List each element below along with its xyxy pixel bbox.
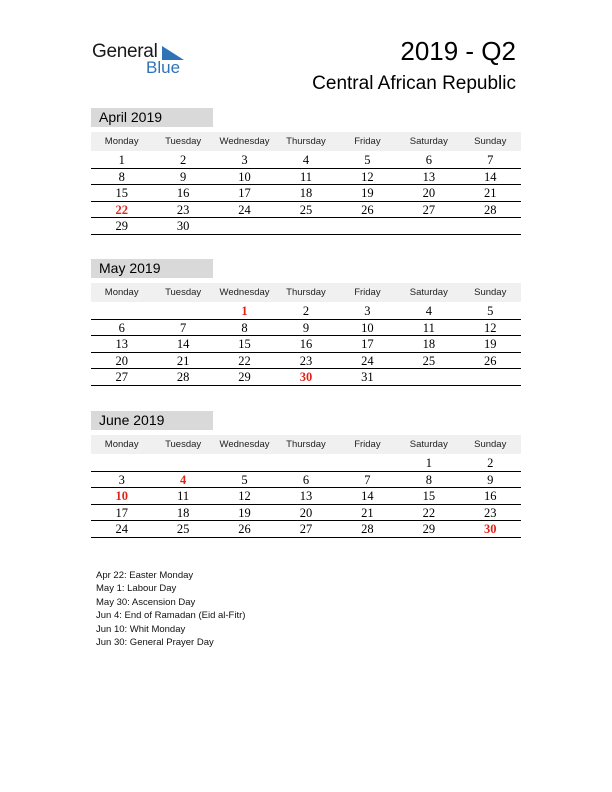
day-cell: 1 — [118, 153, 125, 167]
day-cell: 7 — [487, 153, 494, 167]
day-cell — [214, 218, 275, 234]
day-cell: 3 — [118, 472, 125, 487]
day-cell: 18 — [422, 337, 436, 352]
month-label: May 2019 — [91, 259, 213, 278]
week-row — [91, 320, 521, 337]
day-cell: 15 — [422, 489, 436, 504]
week-row — [91, 505, 521, 522]
day-cell: 11 — [422, 320, 435, 335]
day-cell: 15 — [115, 186, 128, 201]
day-cell: 6 — [302, 472, 310, 487]
weekday-label: Thursday — [286, 136, 326, 147]
day-cell: 20 — [422, 186, 436, 201]
weekday-label: Wednesday — [219, 439, 270, 450]
day-cell: 13 — [115, 337, 128, 352]
weekday-header-row — [91, 435, 521, 454]
month-label: April 2019 — [91, 108, 213, 127]
day-cell: 2 — [487, 456, 494, 470]
weekday-header-row — [91, 132, 521, 151]
day-cell: 9 — [487, 472, 494, 487]
day-cell: 30 — [299, 370, 313, 385]
week-row — [91, 472, 521, 489]
day-cell: 15 — [238, 337, 251, 352]
day-cell: 1 — [425, 456, 432, 470]
day-cell: 24 — [115, 522, 128, 537]
day-cell: 8 — [425, 472, 432, 487]
holiday-note: May 1: Labour Day — [96, 583, 177, 595]
page-title: 2019 - Q2 — [400, 36, 516, 66]
day-cell: 5 — [241, 472, 248, 487]
day-cell: 9 — [302, 320, 310, 335]
weekday-label: Wednesday — [219, 287, 270, 298]
day-cell: 27 — [422, 202, 436, 217]
day-cell: 28 — [176, 370, 190, 385]
holiday-note: Jun 4: End of Ramadan (Eid al-Fitr) — [96, 610, 246, 622]
month-calendar-may — [91, 259, 521, 386]
day-cell: 4 — [180, 472, 187, 487]
day-cell: 17 — [238, 186, 251, 201]
weekday-label: Friday — [354, 136, 381, 147]
weekday-label: Thursday — [286, 287, 326, 298]
day-cell — [337, 455, 398, 471]
day-cell: 5 — [364, 153, 371, 167]
day-cell — [398, 369, 459, 385]
day-cell: 14 — [176, 337, 190, 352]
day-cell: 13 — [299, 489, 313, 504]
day-cell: 25 — [422, 353, 436, 368]
day-cell: 30 — [176, 219, 190, 234]
day-cell — [91, 303, 152, 319]
day-cell: 28 — [361, 522, 374, 537]
weekday-label: Friday — [354, 287, 381, 298]
day-cell: 19 — [361, 186, 374, 201]
day-cell: 4 — [302, 153, 310, 167]
weekday-label: Monday — [104, 287, 139, 298]
weeks-container — [91, 455, 521, 538]
week-row — [91, 353, 521, 370]
week-row — [91, 521, 521, 538]
day-cell — [275, 218, 336, 234]
day-cell: 20 — [115, 353, 128, 368]
day-cell: 12 — [361, 169, 374, 184]
day-cell: 27 — [299, 522, 313, 537]
day-cell: 6 — [118, 320, 125, 335]
day-cell — [460, 369, 521, 385]
holiday-note: Jun 30: General Prayer Day — [96, 637, 214, 649]
day-cell: 14 — [361, 489, 374, 504]
logo-text-blue: Blue — [146, 58, 181, 77]
day-cell: 10 — [115, 489, 128, 504]
weekday-label: Tuesday — [165, 439, 202, 450]
day-cell: 16 — [299, 337, 313, 352]
weekday-label: Monday — [104, 136, 139, 147]
logo — [92, 42, 202, 82]
day-cell: 14 — [483, 169, 497, 184]
weekday-label: Friday — [354, 439, 381, 450]
week-row — [91, 303, 521, 320]
day-cell: 11 — [299, 169, 312, 184]
weekday-label: Saturday — [409, 136, 448, 147]
day-cell: 25 — [176, 522, 190, 537]
day-cell: 7 — [364, 472, 371, 487]
day-cell: 19 — [238, 505, 251, 520]
day-cell: 16 — [176, 186, 190, 201]
week-row — [91, 455, 521, 472]
holiday-note: Apr 22: Easter Monday — [96, 570, 194, 581]
day-cell: 1 — [241, 304, 248, 318]
week-row — [91, 218, 521, 235]
weekday-label: Wednesday — [219, 136, 270, 147]
day-cell: 3 — [241, 153, 248, 167]
day-cell: 7 — [180, 320, 187, 335]
day-cell: 26 — [361, 202, 374, 217]
week-row — [91, 488, 521, 505]
day-cell: 21 — [176, 353, 190, 368]
day-cell: 21 — [361, 505, 374, 520]
day-cell: 20 — [299, 505, 313, 520]
day-cell: 22 — [238, 353, 251, 368]
holiday-note: May 30: Ascension Day — [96, 596, 196, 608]
day-cell: 18 — [176, 505, 190, 520]
month-label: June 2019 — [91, 411, 213, 430]
weeks-container — [91, 303, 521, 386]
day-cell: 29 — [115, 219, 128, 234]
day-cell: 2 — [302, 304, 310, 318]
day-cell — [275, 455, 336, 471]
day-cell: 23 — [176, 202, 190, 217]
weekday-label: Saturday — [409, 287, 448, 298]
weekday-label: Thursday — [286, 439, 326, 450]
day-cell: 11 — [177, 489, 190, 504]
weekday-label: Saturday — [409, 439, 448, 450]
day-cell — [152, 303, 213, 319]
day-cell — [398, 218, 459, 234]
week-row — [91, 336, 521, 353]
day-cell: 3 — [364, 304, 371, 318]
weeks-container — [91, 152, 521, 235]
day-cell — [214, 455, 275, 471]
logo-text-general: General — [92, 41, 158, 62]
day-cell: 2 — [180, 153, 187, 167]
weekday-label: Tuesday — [165, 287, 202, 298]
day-cell: 30 — [483, 522, 497, 537]
week-row — [91, 152, 521, 169]
day-cell: 23 — [299, 353, 313, 368]
week-row — [91, 185, 521, 202]
day-cell: 25 — [299, 202, 313, 217]
day-cell — [460, 218, 521, 234]
day-cell: 17 — [115, 505, 128, 520]
day-cell: 26 — [483, 353, 497, 368]
day-cell: 28 — [483, 202, 497, 217]
day-cell: 16 — [483, 489, 497, 504]
week-row — [91, 202, 521, 219]
day-cell: 26 — [238, 522, 251, 537]
day-cell: 6 — [425, 153, 432, 167]
day-cell: 10 — [238, 169, 251, 184]
day-cell: 22 — [422, 505, 436, 520]
day-cell — [152, 455, 213, 471]
day-cell: 19 — [483, 337, 497, 352]
day-cell: 9 — [180, 169, 187, 184]
week-row — [91, 169, 521, 186]
country-name: Central African Republic — [312, 73, 516, 94]
day-cell: 31 — [361, 370, 374, 385]
day-cell: 29 — [422, 522, 436, 537]
day-cell: 22 — [115, 202, 128, 217]
day-cell: 24 — [238, 202, 251, 217]
day-cell — [337, 218, 398, 234]
week-row — [91, 369, 521, 386]
day-cell: 17 — [361, 337, 374, 352]
day-cell: 24 — [361, 353, 374, 368]
weekday-label: Sunday — [474, 439, 507, 450]
weekday-label: Sunday — [474, 287, 507, 298]
day-cell: 21 — [483, 186, 497, 201]
day-cell: 27 — [115, 370, 128, 385]
weekday-label: Tuesday — [165, 136, 202, 147]
holiday-note: Jun 10: Whit Monday — [96, 623, 186, 635]
day-cell: 5 — [487, 304, 494, 318]
day-cell: 13 — [422, 169, 436, 184]
day-cell: 18 — [299, 186, 313, 201]
day-cell: 23 — [483, 505, 497, 520]
day-cell: 29 — [238, 370, 251, 385]
weekday-label: Monday — [104, 439, 139, 450]
weekday-header-row — [91, 283, 521, 302]
day-cell: 12 — [483, 320, 497, 335]
day-cell: 8 — [241, 320, 248, 335]
month-calendar-april — [91, 108, 521, 235]
day-cell: 8 — [118, 169, 125, 184]
day-cell — [91, 455, 152, 471]
day-cell: 4 — [425, 304, 432, 318]
day-cell: 10 — [361, 320, 374, 335]
day-cell: 12 — [238, 489, 251, 504]
month-calendar-june — [91, 411, 521, 538]
weekday-label: Sunday — [474, 136, 507, 147]
holiday-notes — [96, 569, 245, 649]
